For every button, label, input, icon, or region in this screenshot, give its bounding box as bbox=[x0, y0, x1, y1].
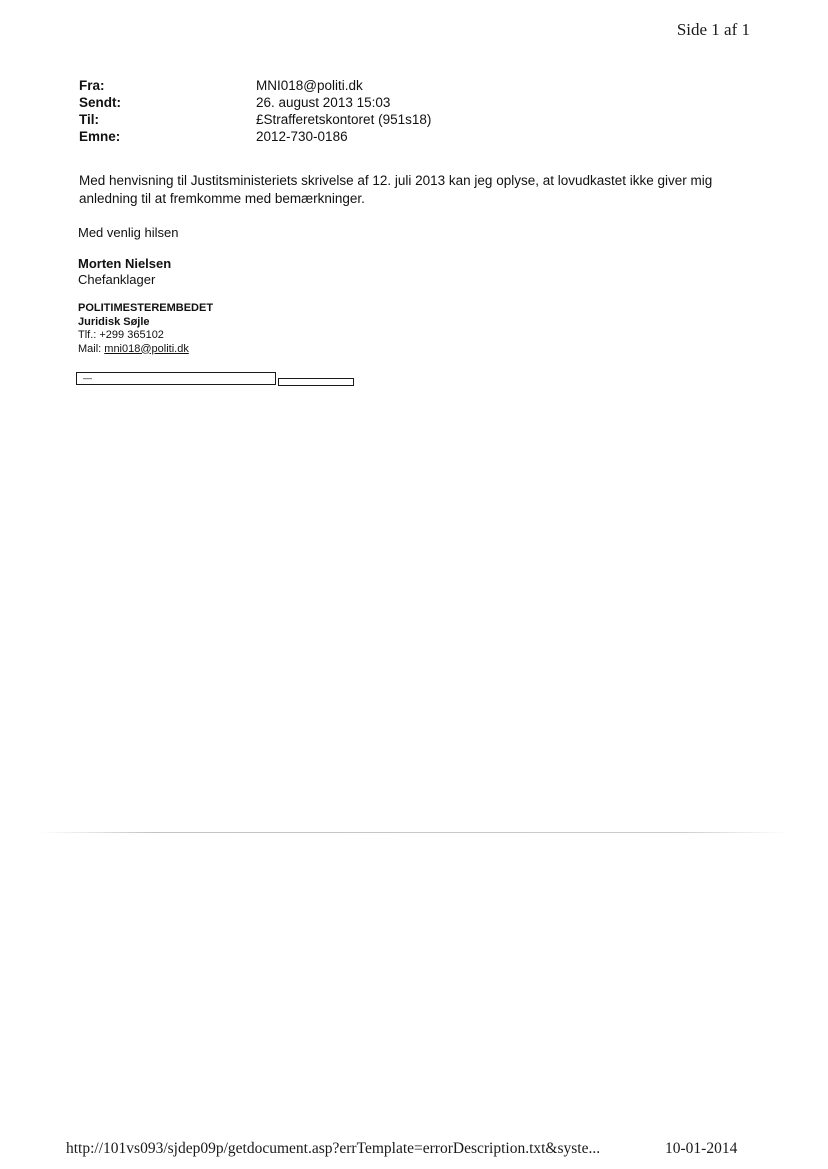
email-header bbox=[79, 77, 431, 145]
form-box-2 bbox=[278, 378, 354, 386]
organization-block bbox=[78, 302, 213, 356]
scan-artifact-line bbox=[40, 832, 790, 833]
footer-date: 10-01-2014 bbox=[665, 1140, 738, 1157]
organization-department: Juridisk Søjle bbox=[78, 315, 150, 328]
subject-value: 2012-730-0186 bbox=[256, 129, 348, 144]
to-label: Til: bbox=[79, 112, 99, 127]
closing-greeting: Med venlig hilsen bbox=[78, 225, 179, 240]
organization-phone: Tlf.: +299 365102 bbox=[78, 329, 164, 341]
from-label: Fra: bbox=[79, 78, 105, 93]
subject-label: Emne: bbox=[79, 129, 121, 144]
header-row-from bbox=[79, 77, 431, 94]
footer-url: http://101vs093/sjdep09p/getdocument.asp?errTemplate=errorDescription.txt&syste... bbox=[66, 1140, 601, 1157]
mail-label: Mail: bbox=[78, 342, 105, 355]
organization-mail bbox=[78, 343, 213, 357]
mail-link[interactable]: mni018@politi.dk bbox=[104, 342, 189, 355]
email-body: Med henvisning til Justitsministeriets skrivelse af 12. juli 2013 kan jeg oplyse, at lovudkastet ikke giver mig anledning til at fremkomme med bemærkninger. bbox=[79, 173, 713, 206]
header-row-subject bbox=[79, 128, 431, 145]
page-number: Side 1 af 1 bbox=[676, 20, 750, 39]
header-row-sent bbox=[79, 94, 431, 111]
sent-label: Sendt: bbox=[79, 95, 121, 110]
signature-name: Morten Nielsen bbox=[78, 256, 172, 271]
to-value: £Strafferetskontoret (951s18) bbox=[256, 112, 432, 127]
sent-value: 26. august 2013 15:03 bbox=[256, 95, 391, 110]
header-row-to bbox=[79, 111, 431, 128]
from-value: MNI018@politi.dk bbox=[256, 78, 363, 93]
signature-title: Chefanklager bbox=[78, 272, 156, 287]
signature bbox=[78, 256, 171, 288]
organization-name: POLITIMESTEREMBEDET bbox=[78, 302, 214, 314]
form-box-1: — bbox=[76, 372, 276, 385]
